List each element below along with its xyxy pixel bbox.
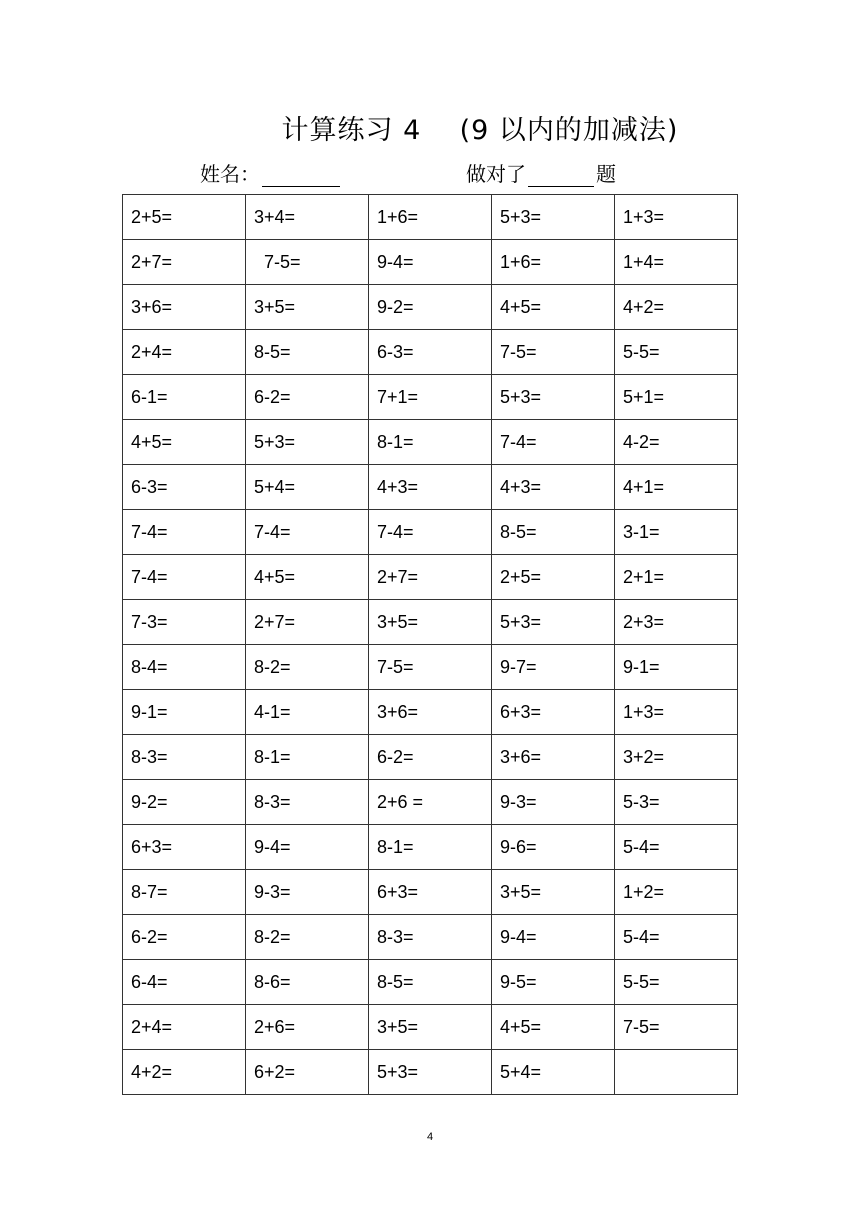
problem-cell: 7-4= xyxy=(246,510,369,555)
problem-cell: 1+6= xyxy=(492,240,615,285)
problem-cell: 5+3= xyxy=(492,600,615,645)
problem-cell: 9-5= xyxy=(492,960,615,1005)
problem-cell: 7-4= xyxy=(123,555,246,600)
problem-cell: 7-4= xyxy=(492,420,615,465)
problem-row xyxy=(123,780,738,825)
problem-cell: 5+4= xyxy=(246,465,369,510)
problem-cell: 3+6= xyxy=(492,735,615,780)
problem-cell: 3+6= xyxy=(369,690,492,735)
problem-row xyxy=(123,690,738,735)
problem-cell: 4-1= xyxy=(246,690,369,735)
problem-row xyxy=(123,330,738,375)
problem-cell: 8-1= xyxy=(246,735,369,780)
problem-cell: 2+6 = xyxy=(369,780,492,825)
name-field xyxy=(200,158,340,187)
problem-cell: 4+5= xyxy=(123,420,246,465)
problem-cell: 1+3= xyxy=(615,690,738,735)
problem-cell: 3+6= xyxy=(123,285,246,330)
student-info-row xyxy=(0,158,860,188)
problem-cell: 2+7= xyxy=(246,600,369,645)
problem-cell: 1+3= xyxy=(615,195,738,240)
problem-cell: 7-5= xyxy=(369,645,492,690)
problem-cell: 4+3= xyxy=(369,465,492,510)
problem-cell: 1+2= xyxy=(615,870,738,915)
problem-cell: 8-1= xyxy=(369,825,492,870)
problem-cell: 8-5= xyxy=(369,960,492,1005)
problem-grid-body xyxy=(123,195,738,1095)
problem-cell: 8-5= xyxy=(492,510,615,555)
correct-label-before: 做对了 xyxy=(466,162,526,186)
problem-cell: 1+6= xyxy=(369,195,492,240)
problem-cell: 9-2= xyxy=(369,285,492,330)
problem-cell: 4+3= xyxy=(492,465,615,510)
problem-cell: 2+1= xyxy=(615,555,738,600)
problem-cell: 9-4= xyxy=(246,825,369,870)
problem-cell: 4-2= xyxy=(615,420,738,465)
problem-cell: 2+4= xyxy=(123,330,246,375)
problem-cell: 4+5= xyxy=(492,285,615,330)
problem-cell: 7-5= xyxy=(615,1005,738,1050)
problem-row xyxy=(123,555,738,600)
problem-cell: 3+5= xyxy=(492,870,615,915)
page-number: 4 xyxy=(426,1131,434,1143)
page-title xyxy=(0,108,860,147)
problem-row xyxy=(123,285,738,330)
problem-cell: 1+4= xyxy=(615,240,738,285)
problem-cell: 2+7= xyxy=(369,555,492,600)
problem-row xyxy=(123,1005,738,1050)
problem-cell: 2+4= xyxy=(123,1005,246,1050)
problem-cell: 3-1= xyxy=(615,510,738,555)
problem-cell: 7-3= xyxy=(123,600,246,645)
correct-label-after: 题 xyxy=(596,162,616,186)
problem-cell: 6-3= xyxy=(369,330,492,375)
problem-cell: 5-3= xyxy=(615,780,738,825)
problem-cell: 5-4= xyxy=(615,915,738,960)
problem-cell: 5-4= xyxy=(615,825,738,870)
problem-row xyxy=(123,510,738,555)
problem-cell: 8-3= xyxy=(369,915,492,960)
problem-row xyxy=(123,195,738,240)
problem-row xyxy=(123,1050,738,1095)
problem-cell: 4+5= xyxy=(492,1005,615,1050)
problem-cell: 8-1= xyxy=(369,420,492,465)
problem-cell: 9-4= xyxy=(492,915,615,960)
problem-cell: 5+3= xyxy=(246,420,369,465)
problem-cell: 5-5= xyxy=(615,960,738,1005)
problem-cell: 6+3= xyxy=(369,870,492,915)
problem-cell: 3+5= xyxy=(246,285,369,330)
problem-cell: 4+5= xyxy=(246,555,369,600)
problem-cell: 5+3= xyxy=(369,1050,492,1095)
problem-row xyxy=(123,465,738,510)
problem-cell: 2+5= xyxy=(492,555,615,600)
problem-cell: 2+3= xyxy=(615,600,738,645)
problem-cell: 8-7= xyxy=(123,870,246,915)
problem-cell: 2+6= xyxy=(246,1005,369,1050)
problem-cell: 9-3= xyxy=(246,870,369,915)
problem-cell: 2+5= xyxy=(123,195,246,240)
problem-cell: 7-5= xyxy=(246,240,369,285)
problem-cell: 5+4= xyxy=(492,1050,615,1095)
problem-cell: 9-4= xyxy=(369,240,492,285)
problem-cell: 3+4= xyxy=(246,195,369,240)
problem-cell: 6-2= xyxy=(123,915,246,960)
problem-cell: 4+1= xyxy=(615,465,738,510)
problem-row xyxy=(123,870,738,915)
problem-cell: 6-1= xyxy=(123,375,246,420)
problem-cell: 4+2= xyxy=(615,285,738,330)
problem-cell: 5+3= xyxy=(492,375,615,420)
title-text: 计算练习 4 (9 以内的加减法) xyxy=(281,115,679,146)
problem-cell: 6+2= xyxy=(246,1050,369,1095)
problem-cell: 7-4= xyxy=(123,510,246,555)
problem-grid xyxy=(122,194,738,1095)
name-blank-line[interactable] xyxy=(262,164,340,187)
problem-cell: 8-2= xyxy=(246,645,369,690)
problem-cell: 4+2= xyxy=(123,1050,246,1095)
problem-cell: 3+5= xyxy=(369,1005,492,1050)
problem-cell: 6+3= xyxy=(492,690,615,735)
problem-cell: 5+3= xyxy=(492,195,615,240)
problem-cell: 6+3= xyxy=(123,825,246,870)
problem-cell: 9-2= xyxy=(123,780,246,825)
problem-cell: 3+2= xyxy=(615,735,738,780)
problem-row xyxy=(123,825,738,870)
problem-cell: 7-5= xyxy=(492,330,615,375)
problem-cell: 5+1= xyxy=(615,375,738,420)
problem-row xyxy=(123,240,738,285)
problem-cell: 8-3= xyxy=(123,735,246,780)
problem-cell: 5-5= xyxy=(615,330,738,375)
problem-row xyxy=(123,645,738,690)
problem-cell: 8-2= xyxy=(246,915,369,960)
score-blank-line[interactable] xyxy=(528,164,594,187)
problem-cell: 6-2= xyxy=(369,735,492,780)
problem-cell: 9-7= xyxy=(492,645,615,690)
problem-row xyxy=(123,420,738,465)
problem-cell: 6-2= xyxy=(246,375,369,420)
problem-cell: 9-1= xyxy=(123,690,246,735)
problem-cell: 7-4= xyxy=(369,510,492,555)
problem-cell: 8-6= xyxy=(246,960,369,1005)
problem-cell: 8-3= xyxy=(246,780,369,825)
problem-cell: 2+7= xyxy=(123,240,246,285)
problem-cell: 8-4= xyxy=(123,645,246,690)
problem-row xyxy=(123,600,738,645)
problem-row xyxy=(123,735,738,780)
name-label: 姓名： xyxy=(200,162,260,186)
problem-cell: 7+1= xyxy=(369,375,492,420)
problem-cell: 8-5= xyxy=(246,330,369,375)
problem-row xyxy=(123,960,738,1005)
problem-cell: 6-3= xyxy=(123,465,246,510)
problem-cell: 6-4= xyxy=(123,960,246,1005)
problem-row xyxy=(123,375,738,420)
problem-cell xyxy=(615,1050,738,1095)
problem-cell: 9-1= xyxy=(615,645,738,690)
problem-cell: 3+5= xyxy=(369,600,492,645)
problem-cell: 9-3= xyxy=(492,780,615,825)
problem-row xyxy=(123,915,738,960)
problem-cell: 9-6= xyxy=(492,825,615,870)
score-field xyxy=(466,158,616,187)
